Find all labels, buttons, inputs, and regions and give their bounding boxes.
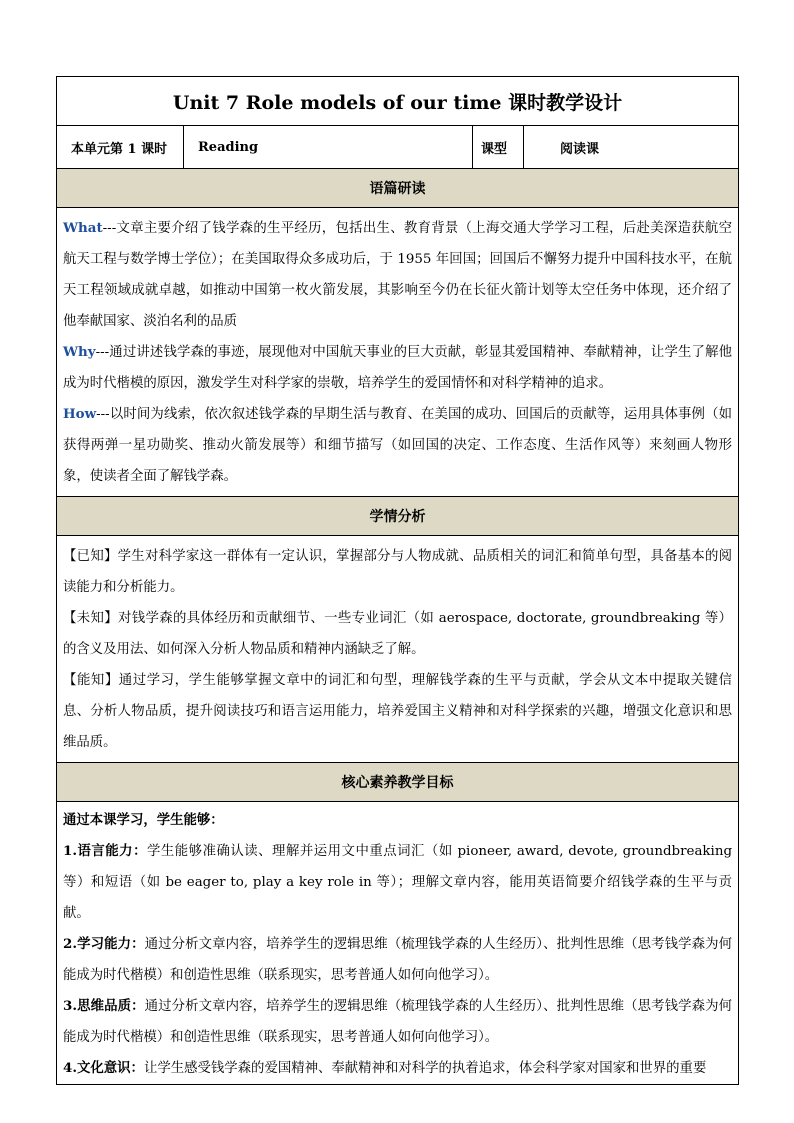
- objective-label: 2.学习能力：: [63, 936, 145, 952]
- objective-item: [63, 991, 732, 1053]
- known-paragraph: 【已知】学生对科学家这一群体有一定认识，掌握部分与人物成就、品质相关的词汇和简单句型，具备基本的阅读能力和分析能力。: [63, 549, 733, 595]
- section-heading-learner-analysis: 学情分析: [57, 497, 739, 536]
- lesson-name: Reading: [184, 126, 473, 169]
- what-text: ---文章主要介绍了钱学森的生平经历，包括出生、教育背景（上海交通大学学习工程，后赴美深造获航空航天工程与数学博士学位）；在美国取得众多成功后，于 1955 年回国；回国后不懈努力提升中国科技水平，在航天工程领域成就卓越，如推动中国第一枚火箭发展，其影响至今仍在长征火箭计划等太空任务中体现，还介绍了他奉献国家、淡泊名利的品质: [63, 221, 733, 329]
- objective-text: 学生能够准确认读、理解并运用文中重点词汇（如 pioneer, award, devote, groundbreaking 等）和短语（如 be eager to, play a key role in 等）；理解文章内容，能用英语简要介绍钱学森的生平与贡献。: [63, 844, 733, 921]
- objectives-intro: 通过本课学习，学生能够：: [63, 812, 224, 828]
- able-paragraph: 【能知】通过学习，学生能够掌握文章中的词汇和句型，理解钱学森的生平与贡献，学会从文本中提取关键信息、分析人物品质，提升阅读技巧和语言运用能力，培养爱国主义精神和对科学探索的兴趣，增强文化意识和思维品质。: [63, 673, 733, 750]
- how-text: ---以时间为线索，依次叙述钱学森的早期生活与教育、在美国的成功、回国后的贡献等，运用具体事例（如获得两弹一星功勋奖、推动火箭发展等）和细节描写（如回国的决定、工作态度、生活作风等）来刻画人物形象，使读者全面了解钱学森。: [63, 407, 733, 484]
- lesson-type-value: 阅读课: [524, 126, 739, 169]
- objective-item: [63, 1053, 732, 1084]
- objective-item: [63, 836, 732, 929]
- what-label: What: [63, 220, 103, 236]
- how-paragraph: [63, 399, 732, 492]
- objective-item: [63, 929, 732, 991]
- objective-label: 1.语言能力：: [63, 843, 147, 859]
- unknown-paragraph: 【未知】对钱学森的具体经历和贡献细节、一些专业词汇（如 aerospace, doctorate, groundbreaking 等）的含义及用法、如何深入分析人物品质和精神内涵缺乏了解。: [63, 611, 733, 657]
- what-paragraph: [63, 213, 732, 337]
- section-heading-text-analysis: 语篇研读: [57, 169, 739, 208]
- objective-text: 让学生感受钱学森的爱国精神、奉献精神和对科学的执着追求，体会科学家对国家和世界的重要: [143, 1061, 707, 1076]
- lesson-number-label: 本单元第 1 课时: [57, 126, 184, 169]
- objective-label: 3.思维品质：: [63, 998, 145, 1014]
- objective-text: 通过分析文章内容，培养学生的逻辑思维（梳理钱学森的人生经历）、批判性思维（思考钱学森为何能成为时代楷模）和创造性思维（联系现实，思考普通人如何向他学习）。: [63, 999, 733, 1045]
- why-label: Why: [63, 344, 96, 360]
- objective-label: 4.文化意识：: [63, 1060, 144, 1076]
- how-label: How: [63, 406, 97, 422]
- why-paragraph: [63, 337, 732, 399]
- learner-analysis-body: [57, 536, 739, 763]
- why-text: ---通过讲述钱学森的事迹，展现他对中国航天事业的巨大贡献，彰显其爱国精神、奉献精神，让学生了解他成为时代楷模的原因，激发学生对科学家的崇敬，培养学生的爱国情怀和对科学精神的追求。: [63, 345, 733, 391]
- text-analysis-body: [57, 208, 739, 497]
- document-title: Unit 7 Role models of our time 课时教学设计: [57, 77, 739, 126]
- objective-text: 通过分析文章内容，培养学生的逻辑思维（梳理钱学森的人生经历）、批判性思维（思考钱学森为何能成为时代楷模）和创造性思维（联系现实，思考普通人如何向他学习）。: [63, 937, 733, 983]
- lesson-plan-document: [56, 76, 738, 1085]
- lesson-type-label: 课型: [473, 126, 524, 169]
- section-heading-objectives: 核心素养教学目标: [57, 763, 739, 802]
- lesson-plan-table: [56, 76, 739, 1085]
- objectives-body: [57, 802, 739, 1085]
